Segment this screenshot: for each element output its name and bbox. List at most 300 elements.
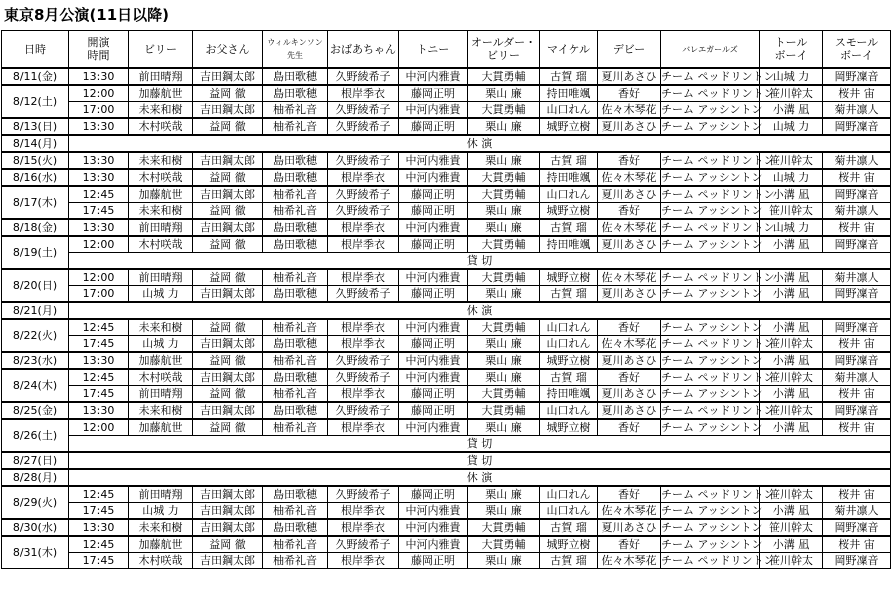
mrs-wilkinson-cell: 柚希礼音 — [263, 118, 328, 135]
mrs-wilkinson-cell: 島田歌穂 — [263, 486, 328, 503]
michael-cell: 山口れん — [540, 486, 598, 503]
table-row — [2, 452, 891, 469]
status-note: 貸 切 — [69, 436, 891, 453]
date-cell: 8/16(水) — [2, 169, 69, 186]
grandma-cell: 根岸季衣 — [328, 553, 399, 569]
billy-cell: 木村咲哉 — [129, 369, 193, 386]
mrs-wilkinson-cell: 柚希礼音 — [263, 352, 328, 369]
ballet-girls-cell: チーム アッシントン — [661, 387, 763, 400]
header-cell: 開演 時間 — [69, 31, 129, 69]
header-cell: マイケル — [540, 31, 598, 69]
date-cell: 8/18(金) — [2, 219, 69, 236]
michael-cell: 城野立樹 — [540, 203, 598, 220]
mrs-wilkinson-cell: 島田歌穂 — [263, 219, 328, 236]
tall-boy-cell: 小溝 凪 — [760, 102, 823, 119]
debbie-cell: 夏川あさひ — [598, 402, 661, 419]
michael-cell: 城野立樹 — [540, 419, 598, 436]
ballet-girls-cell: チーム ペッドリントン — [661, 87, 775, 100]
small-boy-cell: 菊井凛人 — [823, 102, 891, 119]
michael-cell: 山口れん — [540, 336, 598, 353]
status-note: 休 演 — [69, 302, 891, 319]
older-billy-cell: 栗山 廉 — [468, 152, 540, 169]
father-cell: 吉田鋼太郎 — [193, 486, 263, 503]
ballet-girls-cell: チーム ペッドリントン — [661, 271, 775, 284]
tall-boy-cell: 小溝 凪 — [760, 286, 823, 303]
father-cell: 益岡 徹 — [193, 169, 263, 186]
small-boy-cell: 岡野凜音 — [823, 68, 891, 85]
table-row — [2, 553, 891, 569]
header-cell: オールダー・ ビリー — [468, 31, 540, 69]
father-cell: 益岡 徹 — [193, 236, 263, 253]
ballet-girls-cell: チーム アッシントン — [661, 538, 763, 551]
tall-boy-cell: 小溝 凪 — [760, 269, 823, 286]
mrs-wilkinson-cell: 島田歌穂 — [263, 402, 328, 419]
father-cell: 益岡 徹 — [193, 536, 263, 553]
tall-boy-cell: 小溝 凪 — [760, 236, 823, 253]
date-cell: 8/13(日) — [2, 118, 69, 135]
tall-boy-cell: 小溝 凪 — [760, 386, 823, 403]
older-billy-cell: 大貫勇輔 — [468, 236, 540, 253]
date-cell: 8/30(水) — [2, 519, 69, 536]
date-cell: 8/29(火) — [2, 486, 69, 519]
michael-cell: 古賀 瑠 — [540, 553, 598, 569]
schedule-table — [1, 30, 891, 569]
billy-cell: 前田晴翔 — [129, 68, 193, 85]
billy-cell: 未来和樹 — [129, 152, 193, 169]
billy-cell: 前田晴翔 — [129, 486, 193, 503]
time-cell: 12:45 — [69, 369, 129, 386]
ballet-girls-cell: チーム ペッドリントン — [661, 221, 775, 234]
tony-cell: 中河内雅貴 — [399, 169, 468, 186]
tall-boy-cell: 山城 力 — [760, 68, 823, 85]
header-cell: スモール ボーイ — [823, 31, 891, 69]
mrs-wilkinson-cell: 島田歌穂 — [263, 369, 328, 386]
mrs-wilkinson-cell: 島田歌穂 — [263, 169, 328, 186]
michael-cell: 山口れん — [540, 503, 598, 520]
time-cell: 17:00 — [69, 286, 129, 303]
debbie-cell: 香好 — [598, 486, 661, 503]
mrs-wilkinson-cell: 島田歌穂 — [263, 85, 328, 102]
date-cell: 8/25(金) — [2, 402, 69, 419]
tony-cell: 藤岡正明 — [399, 236, 468, 253]
father-cell: 吉田鋼太郎 — [193, 336, 263, 353]
date-cell: 8/23(水) — [2, 352, 69, 369]
older-billy-cell: 大貫勇輔 — [468, 386, 540, 403]
mrs-wilkinson-cell: 柚希礼音 — [263, 536, 328, 553]
older-billy-cell: 栗山 廉 — [468, 336, 540, 353]
grandma-cell: 根岸季衣 — [328, 386, 399, 403]
grandma-cell: 久野綾希子 — [328, 402, 399, 419]
tall-boy-cell: 小溝 凪 — [760, 319, 823, 336]
debbie-cell: 佐々木琴花 — [598, 336, 661, 353]
table-row — [2, 85, 891, 102]
table-row — [2, 336, 891, 353]
small-boy-cell: 桜井 宙 — [823, 85, 891, 102]
michael-cell: 古賀 瑠 — [540, 369, 598, 386]
debbie-cell: 夏川あさひ — [598, 352, 661, 369]
billy-cell: 未来和樹 — [129, 402, 193, 419]
debbie-cell: 香好 — [598, 85, 661, 102]
tall-boy-cell: 山城 力 — [760, 219, 823, 236]
table-row — [2, 386, 891, 403]
ballet-girls-cell: チーム アッシントン — [661, 287, 763, 300]
debbie-cell: 夏川あさひ — [598, 386, 661, 403]
billy-cell: 木村咲哉 — [129, 118, 193, 135]
billy-cell: 未来和樹 — [129, 319, 193, 336]
ballet-girls-cell: チーム ペッドリントン — [661, 188, 775, 201]
table-row — [2, 536, 891, 553]
date-cell: 8/24(木) — [2, 369, 69, 402]
ballet-girls-cell: チーム ペッドリントン — [661, 337, 775, 350]
ballet-girls-cell: チーム アッシントン — [661, 120, 763, 133]
tony-cell: 藤岡正明 — [399, 118, 468, 135]
table-row — [2, 436, 891, 453]
mrs-wilkinson-cell: 柚希礼音 — [263, 319, 328, 336]
small-boy-cell: 菊井凛人 — [823, 269, 891, 286]
tony-cell: 藤岡正明 — [399, 402, 468, 419]
father-cell: 益岡 徹 — [193, 269, 263, 286]
date-cell: 8/26(土) — [2, 419, 69, 452]
father-cell: 益岡 徹 — [193, 319, 263, 336]
debbie-cell: 佐々木琴花 — [598, 503, 661, 520]
small-boy-cell: 岡野凜音 — [823, 236, 891, 253]
date-cell: 8/14(月) — [2, 135, 69, 152]
grandma-cell: 根岸季衣 — [328, 269, 399, 286]
michael-cell: 山口れん — [540, 186, 598, 203]
time-cell: 13:30 — [69, 68, 129, 85]
debbie-cell: 香好 — [598, 419, 661, 436]
billy-cell: 山城 力 — [129, 336, 193, 353]
date-cell: 8/17(木) — [2, 186, 69, 219]
date-cell: 8/28(月) — [2, 469, 69, 486]
billy-cell: 木村咲哉 — [129, 236, 193, 253]
time-cell: 12:00 — [69, 419, 129, 436]
tall-boy-cell: 笹川幹太 — [760, 369, 823, 386]
date-cell: 8/20(日) — [2, 269, 69, 302]
debbie-cell: 夏川あさひ — [598, 519, 661, 536]
father-cell: 吉田鋼太郎 — [193, 68, 263, 85]
grandma-cell: 根岸季衣 — [328, 519, 399, 536]
older-billy-cell: 大貫勇輔 — [468, 186, 540, 203]
tall-boy-cell: 小溝 凪 — [760, 186, 823, 203]
older-billy-cell: 大貫勇輔 — [468, 402, 540, 419]
mrs-wilkinson-cell: 島田歌穂 — [263, 152, 328, 169]
status-note: 休 演 — [69, 135, 891, 152]
michael-cell: 城野立樹 — [540, 536, 598, 553]
grandma-cell: 久野綾希子 — [328, 118, 399, 135]
time-cell: 17:45 — [69, 553, 129, 569]
billy-cell: 前田晴翔 — [129, 269, 193, 286]
small-boy-cell: 岡野凜音 — [823, 553, 891, 569]
grandma-cell: 久野綾希子 — [328, 352, 399, 369]
table-row — [2, 203, 891, 220]
father-cell: 吉田鋼太郎 — [193, 286, 263, 303]
grandma-cell: 久野綾希子 — [328, 536, 399, 553]
older-billy-cell: 大貫勇輔 — [468, 269, 540, 286]
time-cell: 17:45 — [69, 203, 129, 220]
header-cell: トニー — [399, 31, 468, 69]
small-boy-cell: 岡野凜音 — [823, 286, 891, 303]
billy-cell: 未来和樹 — [129, 203, 193, 220]
grandma-cell: 根岸季衣 — [328, 336, 399, 353]
older-billy-cell: 大貫勇輔 — [468, 102, 540, 119]
billy-cell: 木村咲哉 — [129, 553, 193, 569]
grandma-cell: 久野綾希子 — [328, 486, 399, 503]
small-boy-cell: 桜井 宙 — [823, 219, 891, 236]
older-billy-cell: 大貫勇輔 — [468, 319, 540, 336]
billy-cell: 未来和樹 — [129, 519, 193, 536]
time-cell: 13:30 — [69, 118, 129, 135]
grandma-cell: 久野綾希子 — [328, 203, 399, 220]
table-row — [2, 169, 891, 186]
time-cell: 12:45 — [69, 186, 129, 203]
debbie-cell: 夏川あさひ — [598, 286, 661, 303]
grandma-cell: 根岸季衣 — [328, 503, 399, 520]
tony-cell: 中河内雅貴 — [399, 419, 468, 436]
tony-cell: 中河内雅貴 — [399, 219, 468, 236]
table-row — [2, 302, 891, 319]
tony-cell: 藤岡正明 — [399, 286, 468, 303]
father-cell: 吉田鋼太郎 — [193, 102, 263, 119]
date-cell: 8/19(土) — [2, 236, 69, 269]
mrs-wilkinson-cell: 島田歌穂 — [263, 336, 328, 353]
table-row — [2, 253, 891, 270]
time-cell: 12:45 — [69, 319, 129, 336]
time-cell: 12:45 — [69, 536, 129, 553]
table-row — [2, 102, 891, 119]
older-billy-cell: 栗山 廉 — [468, 503, 540, 520]
tony-cell: 中河内雅貴 — [399, 536, 468, 553]
small-boy-cell: 菊井凛人 — [823, 503, 891, 520]
table-row — [2, 135, 891, 152]
tony-cell: 藤岡正明 — [399, 486, 468, 503]
ballet-girls-cell: チーム アッシントン — [661, 321, 763, 334]
header-cell: トール ボーイ — [760, 31, 823, 69]
grandma-cell: 久野綾希子 — [328, 186, 399, 203]
header-cell: おばあちゃん — [328, 31, 399, 69]
table-row — [2, 219, 891, 236]
tall-boy-cell: 山城 力 — [760, 118, 823, 135]
status-note: 貸 切 — [69, 452, 891, 469]
ballet-girls-cell: チーム アッシントン — [661, 504, 763, 517]
tony-cell: 中河内雅貴 — [399, 269, 468, 286]
billy-cell: 前田晴翔 — [129, 386, 193, 403]
tall-boy-cell: 小溝 凪 — [760, 419, 823, 436]
older-billy-cell: 大貫勇輔 — [468, 519, 540, 536]
date-cell: 8/31(木) — [2, 536, 69, 569]
michael-cell: 古賀 瑠 — [540, 152, 598, 169]
table-row — [2, 68, 891, 85]
time-cell: 12:00 — [69, 236, 129, 253]
mrs-wilkinson-cell: 柚希礼音 — [263, 203, 328, 220]
tall-boy-cell: 笹川幹太 — [760, 152, 823, 169]
father-cell: 吉田鋼太郎 — [193, 152, 263, 169]
tall-boy-cell: 小溝 凪 — [760, 536, 823, 553]
tony-cell: 中河内雅貴 — [399, 68, 468, 85]
time-cell: 12:00 — [69, 269, 129, 286]
father-cell: 吉田鋼太郎 — [193, 519, 263, 536]
grandma-cell: 久野綾希子 — [328, 286, 399, 303]
older-billy-cell: 栗山 廉 — [468, 286, 540, 303]
billy-cell: 加藤航世 — [129, 352, 193, 369]
small-boy-cell: 桜井 宙 — [823, 336, 891, 353]
mrs-wilkinson-cell: 島田歌穂 — [263, 236, 328, 253]
tony-cell: 藤岡正明 — [399, 186, 468, 203]
mrs-wilkinson-cell: 島田歌穂 — [263, 519, 328, 536]
time-cell: 13:30 — [69, 519, 129, 536]
debbie-cell: 夏川あさひ — [598, 118, 661, 135]
father-cell: 吉田鋼太郎 — [193, 369, 263, 386]
time-cell: 17:00 — [69, 102, 129, 119]
debbie-cell: 佐々木琴花 — [598, 553, 661, 569]
time-cell: 13:30 — [69, 169, 129, 186]
table-row — [2, 152, 891, 169]
debbie-cell: 香好 — [598, 319, 661, 336]
date-cell: 8/12(土) — [2, 85, 69, 118]
debbie-cell: 佐々木琴花 — [598, 102, 661, 119]
debbie-cell: 香好 — [598, 369, 661, 386]
michael-cell: 古賀 瑠 — [540, 219, 598, 236]
time-cell: 13:30 — [69, 402, 129, 419]
tall-boy-cell: 山城 力 — [760, 169, 823, 186]
date-cell: 8/11(金) — [2, 68, 69, 85]
mrs-wilkinson-cell: 柚希礼音 — [263, 186, 328, 203]
table-row — [2, 469, 891, 486]
grandma-cell: 根岸季衣 — [328, 219, 399, 236]
michael-cell: 城野立樹 — [540, 269, 598, 286]
mrs-wilkinson-cell: 島田歌穂 — [263, 68, 328, 85]
small-boy-cell: 桜井 宙 — [823, 536, 891, 553]
small-boy-cell: 菊井凛人 — [823, 203, 891, 220]
header-cell: バレエガールズ — [661, 31, 760, 69]
date-cell: 8/21(月) — [2, 302, 69, 319]
michael-cell: 古賀 瑠 — [540, 286, 598, 303]
table-row — [2, 369, 891, 386]
ballet-girls-cell: チーム アッシントン — [661, 354, 763, 367]
mrs-wilkinson-cell: 柚希礼音 — [263, 503, 328, 520]
small-boy-cell: 岡野凜音 — [823, 352, 891, 369]
debbie-cell: 香好 — [598, 152, 661, 169]
header-cell: お父さん — [193, 31, 263, 69]
grandma-cell: 根岸季衣 — [328, 419, 399, 436]
debbie-cell: 夏川あさひ — [598, 68, 661, 85]
older-billy-cell: 栗山 廉 — [468, 419, 540, 436]
billy-cell: 前田晴翔 — [129, 219, 193, 236]
older-billy-cell: 栗山 廉 — [468, 203, 540, 220]
debbie-cell: 夏川あさひ — [598, 236, 661, 253]
header-row — [2, 31, 891, 69]
mrs-wilkinson-cell: 島田歌穂 — [263, 286, 328, 303]
grandma-cell: 久野綾希子 — [328, 102, 399, 119]
table-row — [2, 286, 891, 303]
tall-boy-cell: 笹川幹太 — [760, 402, 823, 419]
small-boy-cell: 桜井 宙 — [823, 419, 891, 436]
ballet-girls-cell: チーム アッシントン — [661, 103, 763, 116]
older-billy-cell: 栗山 廉 — [468, 352, 540, 369]
older-billy-cell: 栗山 廉 — [468, 369, 540, 386]
header-cell: ビリー — [129, 31, 193, 69]
michael-cell: 山口れん — [540, 102, 598, 119]
tall-boy-cell: 笹川幹太 — [760, 519, 823, 536]
tony-cell: 藤岡正明 — [399, 386, 468, 403]
header-cell: デビー — [598, 31, 661, 69]
mrs-wilkinson-cell: 柚希礼音 — [263, 269, 328, 286]
ballet-girls-cell: チーム アッシントン — [661, 171, 763, 184]
older-billy-cell: 栗山 廉 — [468, 486, 540, 503]
table-row — [2, 519, 891, 536]
father-cell: 吉田鋼太郎 — [193, 503, 263, 520]
father-cell: 吉田鋼太郎 — [193, 402, 263, 419]
small-boy-cell: 菊井凛人 — [823, 152, 891, 169]
older-billy-cell: 栗山 廉 — [468, 85, 540, 102]
time-cell: 12:45 — [69, 486, 129, 503]
grandma-cell: 根岸季衣 — [328, 169, 399, 186]
ballet-girls-cell: チーム ペッドリントン — [661, 488, 775, 501]
header-cell: 日時 — [2, 31, 69, 69]
time-cell: 17:45 — [69, 336, 129, 353]
debbie-cell: 香好 — [598, 536, 661, 553]
billy-cell: 加藤航世 — [129, 536, 193, 553]
michael-cell: 持田唯颯 — [540, 85, 598, 102]
tony-cell: 中河内雅貴 — [399, 319, 468, 336]
debbie-cell: 佐々木琴花 — [598, 169, 661, 186]
father-cell: 益岡 徹 — [193, 203, 263, 220]
table-row — [2, 486, 891, 503]
table-row — [2, 419, 891, 436]
michael-cell: 城野立樹 — [540, 352, 598, 369]
older-billy-cell: 栗山 廉 — [468, 553, 540, 569]
mrs-wilkinson-cell: 柚希礼音 — [263, 102, 328, 119]
time-cell: 12:00 — [69, 85, 129, 102]
ballet-girls-cell: チーム ペッドリントン — [661, 554, 775, 567]
date-cell: 8/22(火) — [2, 319, 69, 352]
mrs-wilkinson-cell: 柚希礼音 — [263, 386, 328, 403]
ballet-girls-cell: チーム ペッドリントン — [661, 404, 775, 417]
table-row — [2, 236, 891, 253]
page-title: 東京8月公演(11日以降) — [4, 6, 170, 24]
grandma-cell: 根岸季衣 — [328, 236, 399, 253]
ballet-girls-cell: チーム アッシントン — [661, 421, 763, 434]
date-cell: 8/27(日) — [2, 452, 69, 469]
michael-cell: 城野立樹 — [540, 118, 598, 135]
michael-cell: 持田唯颯 — [540, 236, 598, 253]
debbie-cell: 夏川あさひ — [598, 186, 661, 203]
table-row — [2, 319, 891, 336]
table-row — [2, 503, 891, 520]
ballet-girls-cell: チーム ペッドリントン — [661, 371, 775, 384]
table-row — [2, 118, 891, 135]
tony-cell: 中河内雅貴 — [399, 102, 468, 119]
father-cell: 益岡 徹 — [193, 419, 263, 436]
tony-cell: 藤岡正明 — [399, 336, 468, 353]
mrs-wilkinson-cell: 柚希礼音 — [263, 553, 328, 569]
mrs-wilkinson-cell: 柚希礼音 — [263, 419, 328, 436]
billy-cell: 木村咲哉 — [129, 169, 193, 186]
older-billy-cell: 栗山 廉 — [468, 219, 540, 236]
header-cell: ウィルキンソン 先生 — [263, 31, 328, 69]
date-cell: 8/15(火) — [2, 152, 69, 169]
tony-cell: 中河内雅貴 — [399, 519, 468, 536]
tony-cell: 藤岡正明 — [399, 85, 468, 102]
father-cell: 吉田鋼太郎 — [193, 186, 263, 203]
small-boy-cell: 岡野凜音 — [823, 118, 891, 135]
tall-boy-cell: 小溝 凪 — [760, 503, 823, 520]
ballet-girls-cell: チーム アッシントン — [661, 521, 763, 534]
father-cell: 吉田鋼太郎 — [193, 553, 263, 569]
father-cell: 益岡 徹 — [193, 352, 263, 369]
small-boy-cell: 岡野凜音 — [823, 319, 891, 336]
billy-cell: 加藤航世 — [129, 85, 193, 102]
